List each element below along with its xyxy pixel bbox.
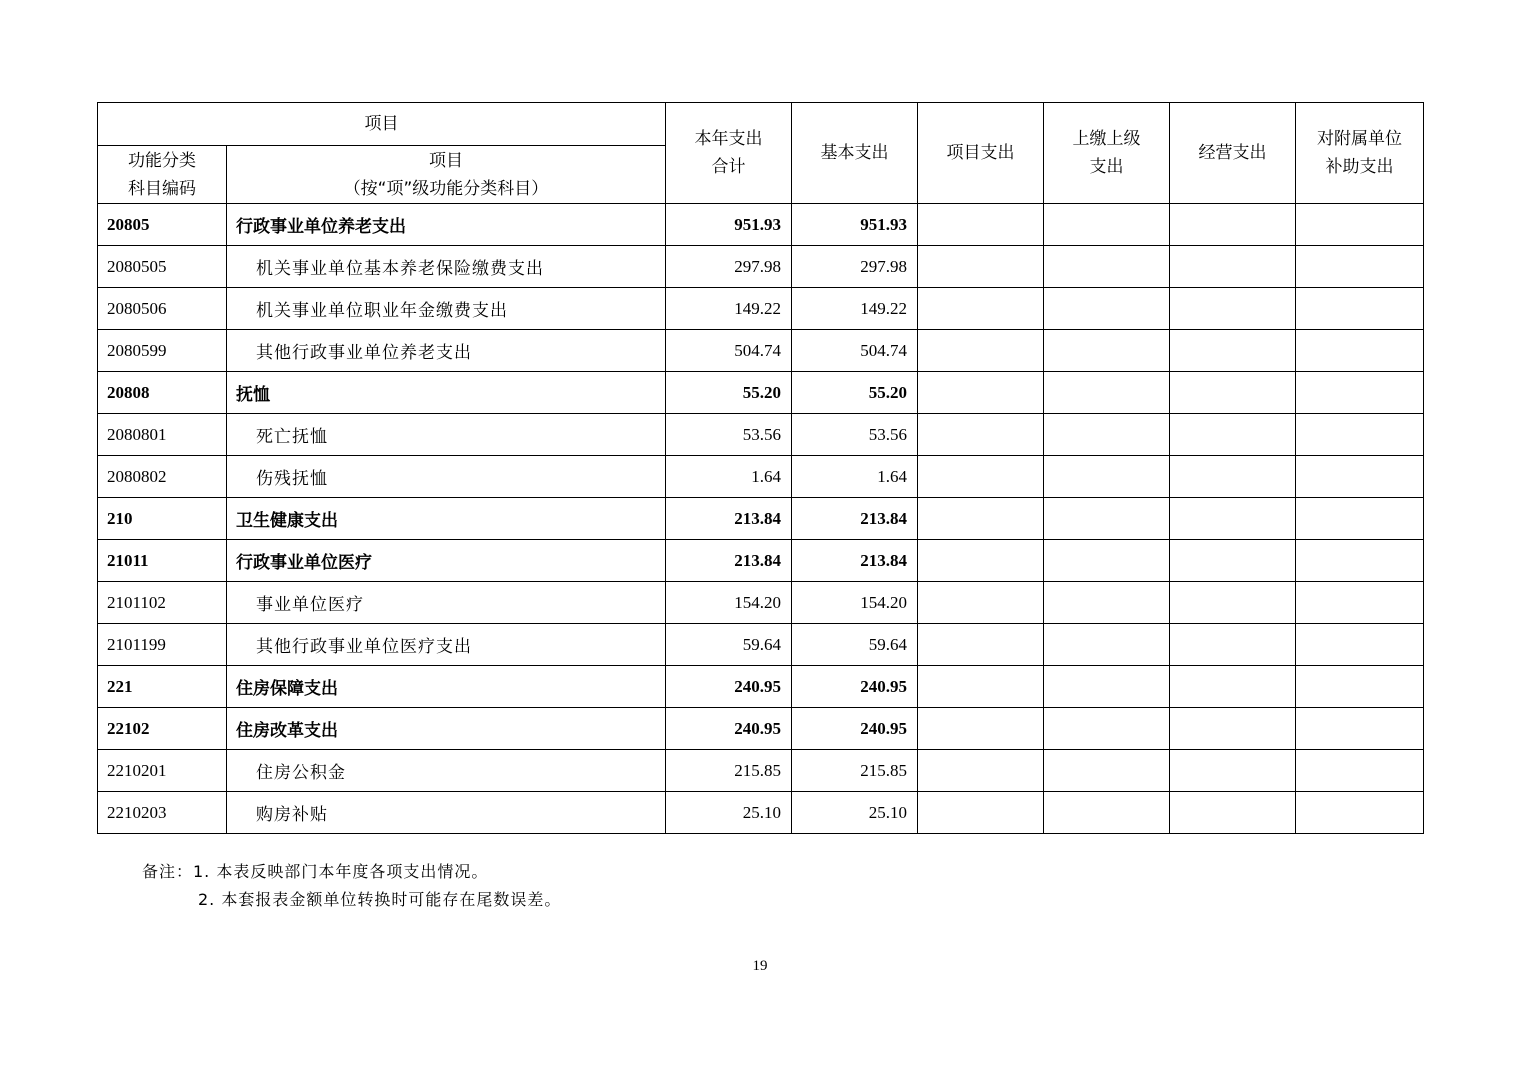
row-business bbox=[1170, 204, 1296, 246]
header-total: 本年支出 合计 bbox=[666, 103, 792, 204]
row-subsidy bbox=[1296, 792, 1424, 834]
header-project: 项目 bbox=[98, 103, 666, 146]
row-total: 213.84 bbox=[666, 540, 792, 582]
table-row bbox=[98, 624, 1424, 666]
row-project-expenditure bbox=[918, 582, 1044, 624]
row-total: 213.84 bbox=[666, 498, 792, 540]
row-business bbox=[1170, 540, 1296, 582]
note-2: 2. 本套报表金额单位转换时可能存在尾数误差。 bbox=[198, 890, 562, 909]
row-project-expenditure bbox=[918, 204, 1044, 246]
row-project-expenditure bbox=[918, 372, 1044, 414]
row-basic: 25.10 bbox=[792, 792, 918, 834]
row-total: 297.98 bbox=[666, 246, 792, 288]
note-1: 备注：1. 本表反映部门本年度各项支出情况。 bbox=[142, 862, 489, 881]
notes bbox=[142, 858, 561, 914]
row-business bbox=[1170, 624, 1296, 666]
row-basic: 240.95 bbox=[792, 708, 918, 750]
row-basic: 240.95 bbox=[792, 666, 918, 708]
row-subsidy bbox=[1296, 750, 1424, 792]
table-row bbox=[98, 246, 1424, 288]
row-name: 购房补贴 bbox=[227, 792, 666, 834]
row-code: 21011 bbox=[98, 540, 227, 582]
row-subsidy bbox=[1296, 540, 1424, 582]
table-row bbox=[98, 708, 1424, 750]
row-upper-payment bbox=[1044, 540, 1170, 582]
row-subsidy bbox=[1296, 288, 1424, 330]
row-business bbox=[1170, 750, 1296, 792]
row-name: 行政事业单位养老支出 bbox=[227, 204, 666, 246]
table-row bbox=[98, 414, 1424, 456]
row-upper-payment bbox=[1044, 624, 1170, 666]
row-upper-payment bbox=[1044, 498, 1170, 540]
row-name: 机关事业单位基本养老保险缴费支出 bbox=[227, 246, 666, 288]
table-row bbox=[98, 792, 1424, 834]
row-code: 2080505 bbox=[98, 246, 227, 288]
table-row bbox=[98, 750, 1424, 792]
row-name: 机关事业单位职业年金缴费支出 bbox=[227, 288, 666, 330]
row-name: 住房保障支出 bbox=[227, 666, 666, 708]
header-business: 经营支出 bbox=[1170, 103, 1296, 204]
row-subsidy bbox=[1296, 582, 1424, 624]
row-total: 240.95 bbox=[666, 708, 792, 750]
row-project-expenditure bbox=[918, 414, 1044, 456]
row-total: 215.85 bbox=[666, 750, 792, 792]
row-upper-payment bbox=[1044, 792, 1170, 834]
row-code: 20808 bbox=[98, 372, 227, 414]
row-code: 210 bbox=[98, 498, 227, 540]
header-code: 功能分类 科目编码 bbox=[98, 146, 227, 204]
row-basic: 1.64 bbox=[792, 456, 918, 498]
row-total: 53.56 bbox=[666, 414, 792, 456]
row-code: 2080599 bbox=[98, 330, 227, 372]
row-code: 2080506 bbox=[98, 288, 227, 330]
table-row bbox=[98, 288, 1424, 330]
row-total: 1.64 bbox=[666, 456, 792, 498]
row-code: 2101199 bbox=[98, 624, 227, 666]
row-business bbox=[1170, 582, 1296, 624]
header-project-expenditure: 项目支出 bbox=[918, 103, 1044, 204]
row-upper-payment bbox=[1044, 288, 1170, 330]
row-business bbox=[1170, 288, 1296, 330]
row-project-expenditure bbox=[918, 750, 1044, 792]
table-row bbox=[98, 456, 1424, 498]
row-name: 其他行政事业单位养老支出 bbox=[227, 330, 666, 372]
table-row bbox=[98, 582, 1424, 624]
row-subsidy bbox=[1296, 204, 1424, 246]
row-total: 25.10 bbox=[666, 792, 792, 834]
row-project-expenditure bbox=[918, 540, 1044, 582]
row-total: 59.64 bbox=[666, 624, 792, 666]
row-subsidy bbox=[1296, 372, 1424, 414]
row-project-expenditure bbox=[918, 288, 1044, 330]
row-subsidy bbox=[1296, 624, 1424, 666]
row-business bbox=[1170, 792, 1296, 834]
row-code: 221 bbox=[98, 666, 227, 708]
row-total: 951.93 bbox=[666, 204, 792, 246]
row-upper-payment bbox=[1044, 456, 1170, 498]
row-business bbox=[1170, 246, 1296, 288]
row-upper-payment bbox=[1044, 330, 1170, 372]
row-code: 2101102 bbox=[98, 582, 227, 624]
row-upper-payment bbox=[1044, 246, 1170, 288]
row-name: 抚恤 bbox=[227, 372, 666, 414]
row-subsidy bbox=[1296, 666, 1424, 708]
row-basic: 213.84 bbox=[792, 498, 918, 540]
row-upper-payment bbox=[1044, 708, 1170, 750]
row-project-expenditure bbox=[918, 498, 1044, 540]
row-subsidy bbox=[1296, 456, 1424, 498]
row-upper-payment bbox=[1044, 372, 1170, 414]
row-code: 2210203 bbox=[98, 792, 227, 834]
row-upper-payment bbox=[1044, 582, 1170, 624]
row-upper-payment bbox=[1044, 666, 1170, 708]
row-basic: 59.64 bbox=[792, 624, 918, 666]
row-total: 149.22 bbox=[666, 288, 792, 330]
row-basic: 213.84 bbox=[792, 540, 918, 582]
page-number: 19 bbox=[752, 958, 768, 974]
row-project-expenditure bbox=[918, 456, 1044, 498]
row-code: 22102 bbox=[98, 708, 227, 750]
row-subsidy bbox=[1296, 330, 1424, 372]
row-name: 住房公积金 bbox=[227, 750, 666, 792]
table-row bbox=[98, 498, 1424, 540]
row-code: 2210201 bbox=[98, 750, 227, 792]
row-business bbox=[1170, 330, 1296, 372]
row-project-expenditure bbox=[918, 624, 1044, 666]
row-code: 2080802 bbox=[98, 456, 227, 498]
row-business bbox=[1170, 498, 1296, 540]
row-upper-payment bbox=[1044, 750, 1170, 792]
row-project-expenditure bbox=[918, 708, 1044, 750]
table-row bbox=[98, 666, 1424, 708]
row-subsidy bbox=[1296, 414, 1424, 456]
row-subsidy bbox=[1296, 708, 1424, 750]
row-project-expenditure bbox=[918, 330, 1044, 372]
table-row bbox=[98, 540, 1424, 582]
row-name: 行政事业单位医疗 bbox=[227, 540, 666, 582]
expenditure-table bbox=[97, 102, 1424, 834]
row-project-expenditure bbox=[918, 246, 1044, 288]
header-basic: 基本支出 bbox=[792, 103, 918, 204]
row-business bbox=[1170, 666, 1296, 708]
row-basic: 297.98 bbox=[792, 246, 918, 288]
row-business bbox=[1170, 456, 1296, 498]
row-upper-payment bbox=[1044, 414, 1170, 456]
row-name: 卫生健康支出 bbox=[227, 498, 666, 540]
row-code: 2080801 bbox=[98, 414, 227, 456]
row-project-expenditure bbox=[918, 666, 1044, 708]
header-subsidy: 对附属单位 补助支出 bbox=[1296, 103, 1424, 204]
table-row bbox=[98, 204, 1424, 246]
row-name: 其他行政事业单位医疗支出 bbox=[227, 624, 666, 666]
row-basic: 215.85 bbox=[792, 750, 918, 792]
row-name: 死亡抚恤 bbox=[227, 414, 666, 456]
row-project-expenditure bbox=[918, 792, 1044, 834]
row-name: 住房改革支出 bbox=[227, 708, 666, 750]
row-total: 55.20 bbox=[666, 372, 792, 414]
row-total: 240.95 bbox=[666, 666, 792, 708]
row-total: 154.20 bbox=[666, 582, 792, 624]
table-row bbox=[98, 330, 1424, 372]
row-total: 504.74 bbox=[666, 330, 792, 372]
row-subsidy bbox=[1296, 498, 1424, 540]
row-business bbox=[1170, 708, 1296, 750]
row-basic: 951.93 bbox=[792, 204, 918, 246]
header-upper-payment: 上缴上级 支出 bbox=[1044, 103, 1170, 204]
row-basic: 55.20 bbox=[792, 372, 918, 414]
row-upper-payment bbox=[1044, 204, 1170, 246]
row-business bbox=[1170, 414, 1296, 456]
header-name: 项目 （按“项”级功能分类科目） bbox=[227, 146, 666, 204]
row-basic: 53.56 bbox=[792, 414, 918, 456]
row-subsidy bbox=[1296, 246, 1424, 288]
row-name: 事业单位医疗 bbox=[227, 582, 666, 624]
table-row bbox=[98, 372, 1424, 414]
row-business bbox=[1170, 372, 1296, 414]
row-basic: 149.22 bbox=[792, 288, 918, 330]
row-basic: 154.20 bbox=[792, 582, 918, 624]
row-name: 伤残抚恤 bbox=[227, 456, 666, 498]
row-basic: 504.74 bbox=[792, 330, 918, 372]
row-code: 20805 bbox=[98, 204, 227, 246]
